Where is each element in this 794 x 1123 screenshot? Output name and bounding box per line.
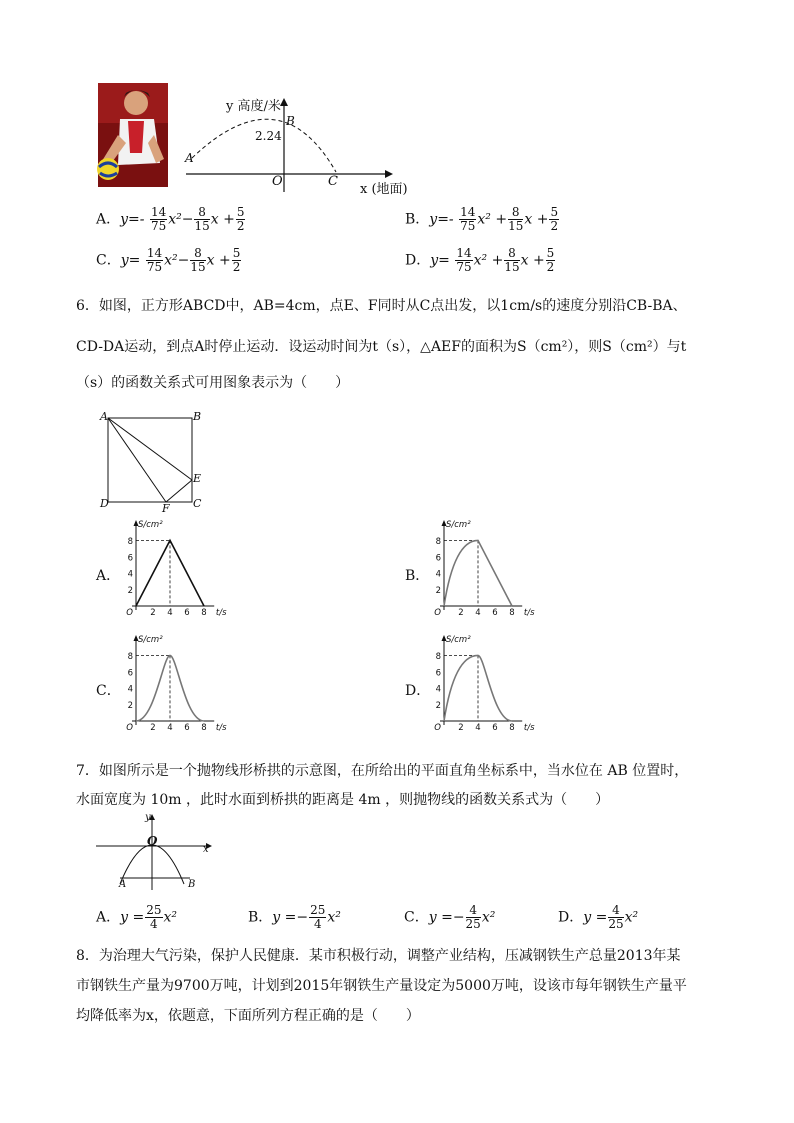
q7-option-b[interactable]: B．y =− $\frac{25}{4}$ x² — [248, 903, 341, 931]
sq-label-b: B — [193, 410, 202, 423]
q6-square-figure — [98, 410, 208, 510]
origin-label: O — [126, 608, 133, 618]
q7-b-label: B — [188, 879, 196, 890]
x-tick-label: 8 — [201, 608, 207, 618]
q7-option-d[interactable]: D．y = $\frac{4}{25}$ x² — [558, 903, 639, 931]
y-axis-label: S/cm² — [446, 520, 471, 530]
x-tick-label: 6 — [184, 723, 190, 733]
q6-text-line3: （s）的函数关系式可用图象表示为（ ） — [76, 375, 350, 391]
x-tick-label: 2 — [458, 608, 464, 618]
q6-graph-a — [120, 518, 225, 622]
sq-label-f: F — [162, 502, 170, 515]
q7-a-label: A — [119, 879, 127, 890]
y-tick-label: 6 — [435, 668, 441, 679]
x-tick-label: 2 — [458, 723, 464, 733]
x-tick-label: 6 — [492, 723, 498, 733]
y-tick-label: 6 — [435, 553, 441, 564]
y-tick-label: 8 — [127, 651, 133, 662]
q6-option-c[interactable]: C． — [96, 683, 121, 699]
q7-option-a[interactable]: A．y = $\frac{25}{4}$ x² — [96, 903, 178, 931]
q5-x-label: x (地面) — [360, 182, 408, 197]
point-b-label: B — [286, 114, 295, 128]
sq-label-c: C — [193, 497, 202, 510]
x-tick-label: 6 — [184, 608, 190, 618]
origin-label: O — [126, 723, 133, 733]
y-tick-label: 8 — [435, 651, 441, 662]
x-tick-label: 8 — [201, 723, 207, 733]
trajectory-curve — [192, 119, 336, 172]
x-tick-label: 2 — [150, 723, 156, 733]
origin-label: O — [434, 723, 441, 733]
q6-graph-c — [120, 633, 235, 737]
x-tick-label: 4 — [475, 608, 481, 618]
y-tick-label: 6 — [127, 553, 133, 564]
q7-bridge-figure — [90, 812, 220, 894]
y-tick-label: 8 — [435, 536, 441, 547]
q6-graph-b — [428, 518, 533, 622]
q6-graph-d — [428, 633, 533, 737]
volleyball-photo — [98, 83, 168, 187]
x-tick-label: 4 — [167, 608, 173, 618]
x-axis-label: t/s — [215, 723, 227, 733]
point-a-label: A — [185, 151, 194, 165]
y-tick-label: 4 — [435, 684, 441, 695]
q6-text-line1: 6．如图，正方形ABCD中，AB=4cm，点E、F同时从C点出发，以1cm/s的速度分别沿CB-BA、 — [76, 298, 687, 314]
x-tick-label: 2 — [150, 608, 156, 618]
y-tick-label: 2 — [127, 701, 133, 712]
value-2-24: 2.24 — [255, 129, 282, 143]
q7-option-c[interactable]: C．y =− $\frac{4}{25}$ x² — [404, 903, 496, 931]
x-tick-label: 4 — [167, 723, 173, 733]
y-axis-label: S/cm² — [138, 520, 163, 530]
point-c-label: C — [328, 174, 338, 189]
q6-option-a[interactable]: A． — [96, 568, 121, 584]
q7-y-label: y — [145, 812, 151, 823]
sq-label-d: D — [100, 497, 109, 510]
y-axis-label: S/cm² — [446, 635, 471, 645]
y-tick-label: 4 — [127, 684, 133, 695]
x-axis-label: t/s — [215, 608, 227, 618]
origin-label: O — [272, 174, 283, 189]
sq-label-a: A — [100, 410, 108, 423]
y-tick-label: 8 — [127, 536, 133, 547]
q6-text-line2: CD-DA运动，到点A时停止运动．设运动时间为t（s），△AEF的面积为S（cm²），则S（cm²）与t — [76, 339, 687, 355]
q5-y-label: y 高度/米 — [226, 99, 281, 114]
x-tick-label: 4 — [475, 723, 481, 733]
y-tick-label: 2 — [127, 586, 133, 597]
q5-option-a[interactable]: A．y=- $\frac{14}{75}$ x²− $\frac{8}{15}$ x + $\frac{5}{2}$ — [96, 205, 245, 233]
q7-text-line1: 7．如图所示是一个抛物线形桥拱的示意图，在所给出的平面直角坐标系中，当水位在 AB 位置时， — [76, 763, 689, 779]
q6-option-d[interactable]: D． — [405, 683, 431, 699]
q8-text-line1: 8．为治理大气污染，保护人民健康．某市积极行动，调整产业结构，压减钢铁生产总量2013年某 — [76, 948, 681, 964]
q5-option-c[interactable]: C．y= $\frac{14}{75}$ x²− $\frac{8}{15}$ x + $\frac{5}{2}$ — [96, 246, 241, 274]
q6-option-b[interactable]: B． — [405, 568, 430, 584]
fraction: $\frac{14}{75}$ — [150, 205, 167, 233]
sq-label-e: E — [193, 472, 202, 485]
origin-label: O — [434, 608, 441, 618]
y-tick-label: 4 — [435, 569, 441, 580]
x-axis-label: t/s — [523, 608, 535, 618]
y-axis-label: S/cm² — [138, 635, 163, 645]
y-tick-label: 6 — [127, 668, 133, 679]
y-tick-label: 4 — [127, 569, 133, 580]
q5-option-b[interactable]: B．y=- $\frac{14}{75}$ x² + $\frac{8}{15}$ x + $\frac{5}{2}$ — [405, 205, 559, 233]
y-tick-label: 2 — [435, 701, 441, 712]
q5-option-d[interactable]: D．y= $\frac{14}{75}$ x² + $\frac{8}{15}$ x + $\frac{5}{2}$ — [405, 246, 555, 274]
q8-text-line2: 市钢铁生产量为9700万吨，计划到2015年钢铁生产量设定为5000万吨，设该市每年钢铁生产量平 — [76, 978, 687, 994]
x-axis-label: t/s — [523, 723, 535, 733]
x-tick-label: 6 — [492, 608, 498, 618]
q7-origin-label: O — [147, 834, 158, 848]
q7-text-line2: 水面宽度为 10m ，此时水面到桥拱的距离是 4m ，则抛物线的函数关系式为（ ） — [76, 792, 610, 808]
x-tick-label: 8 — [509, 608, 515, 618]
q7-x-label: x — [203, 844, 209, 855]
x-tick-label: 8 — [509, 723, 515, 733]
y-tick-label: 2 — [435, 586, 441, 597]
q8-text-line3: 均降低率为x，依题意，下面所列方程正确的是（ ） — [76, 1008, 420, 1024]
